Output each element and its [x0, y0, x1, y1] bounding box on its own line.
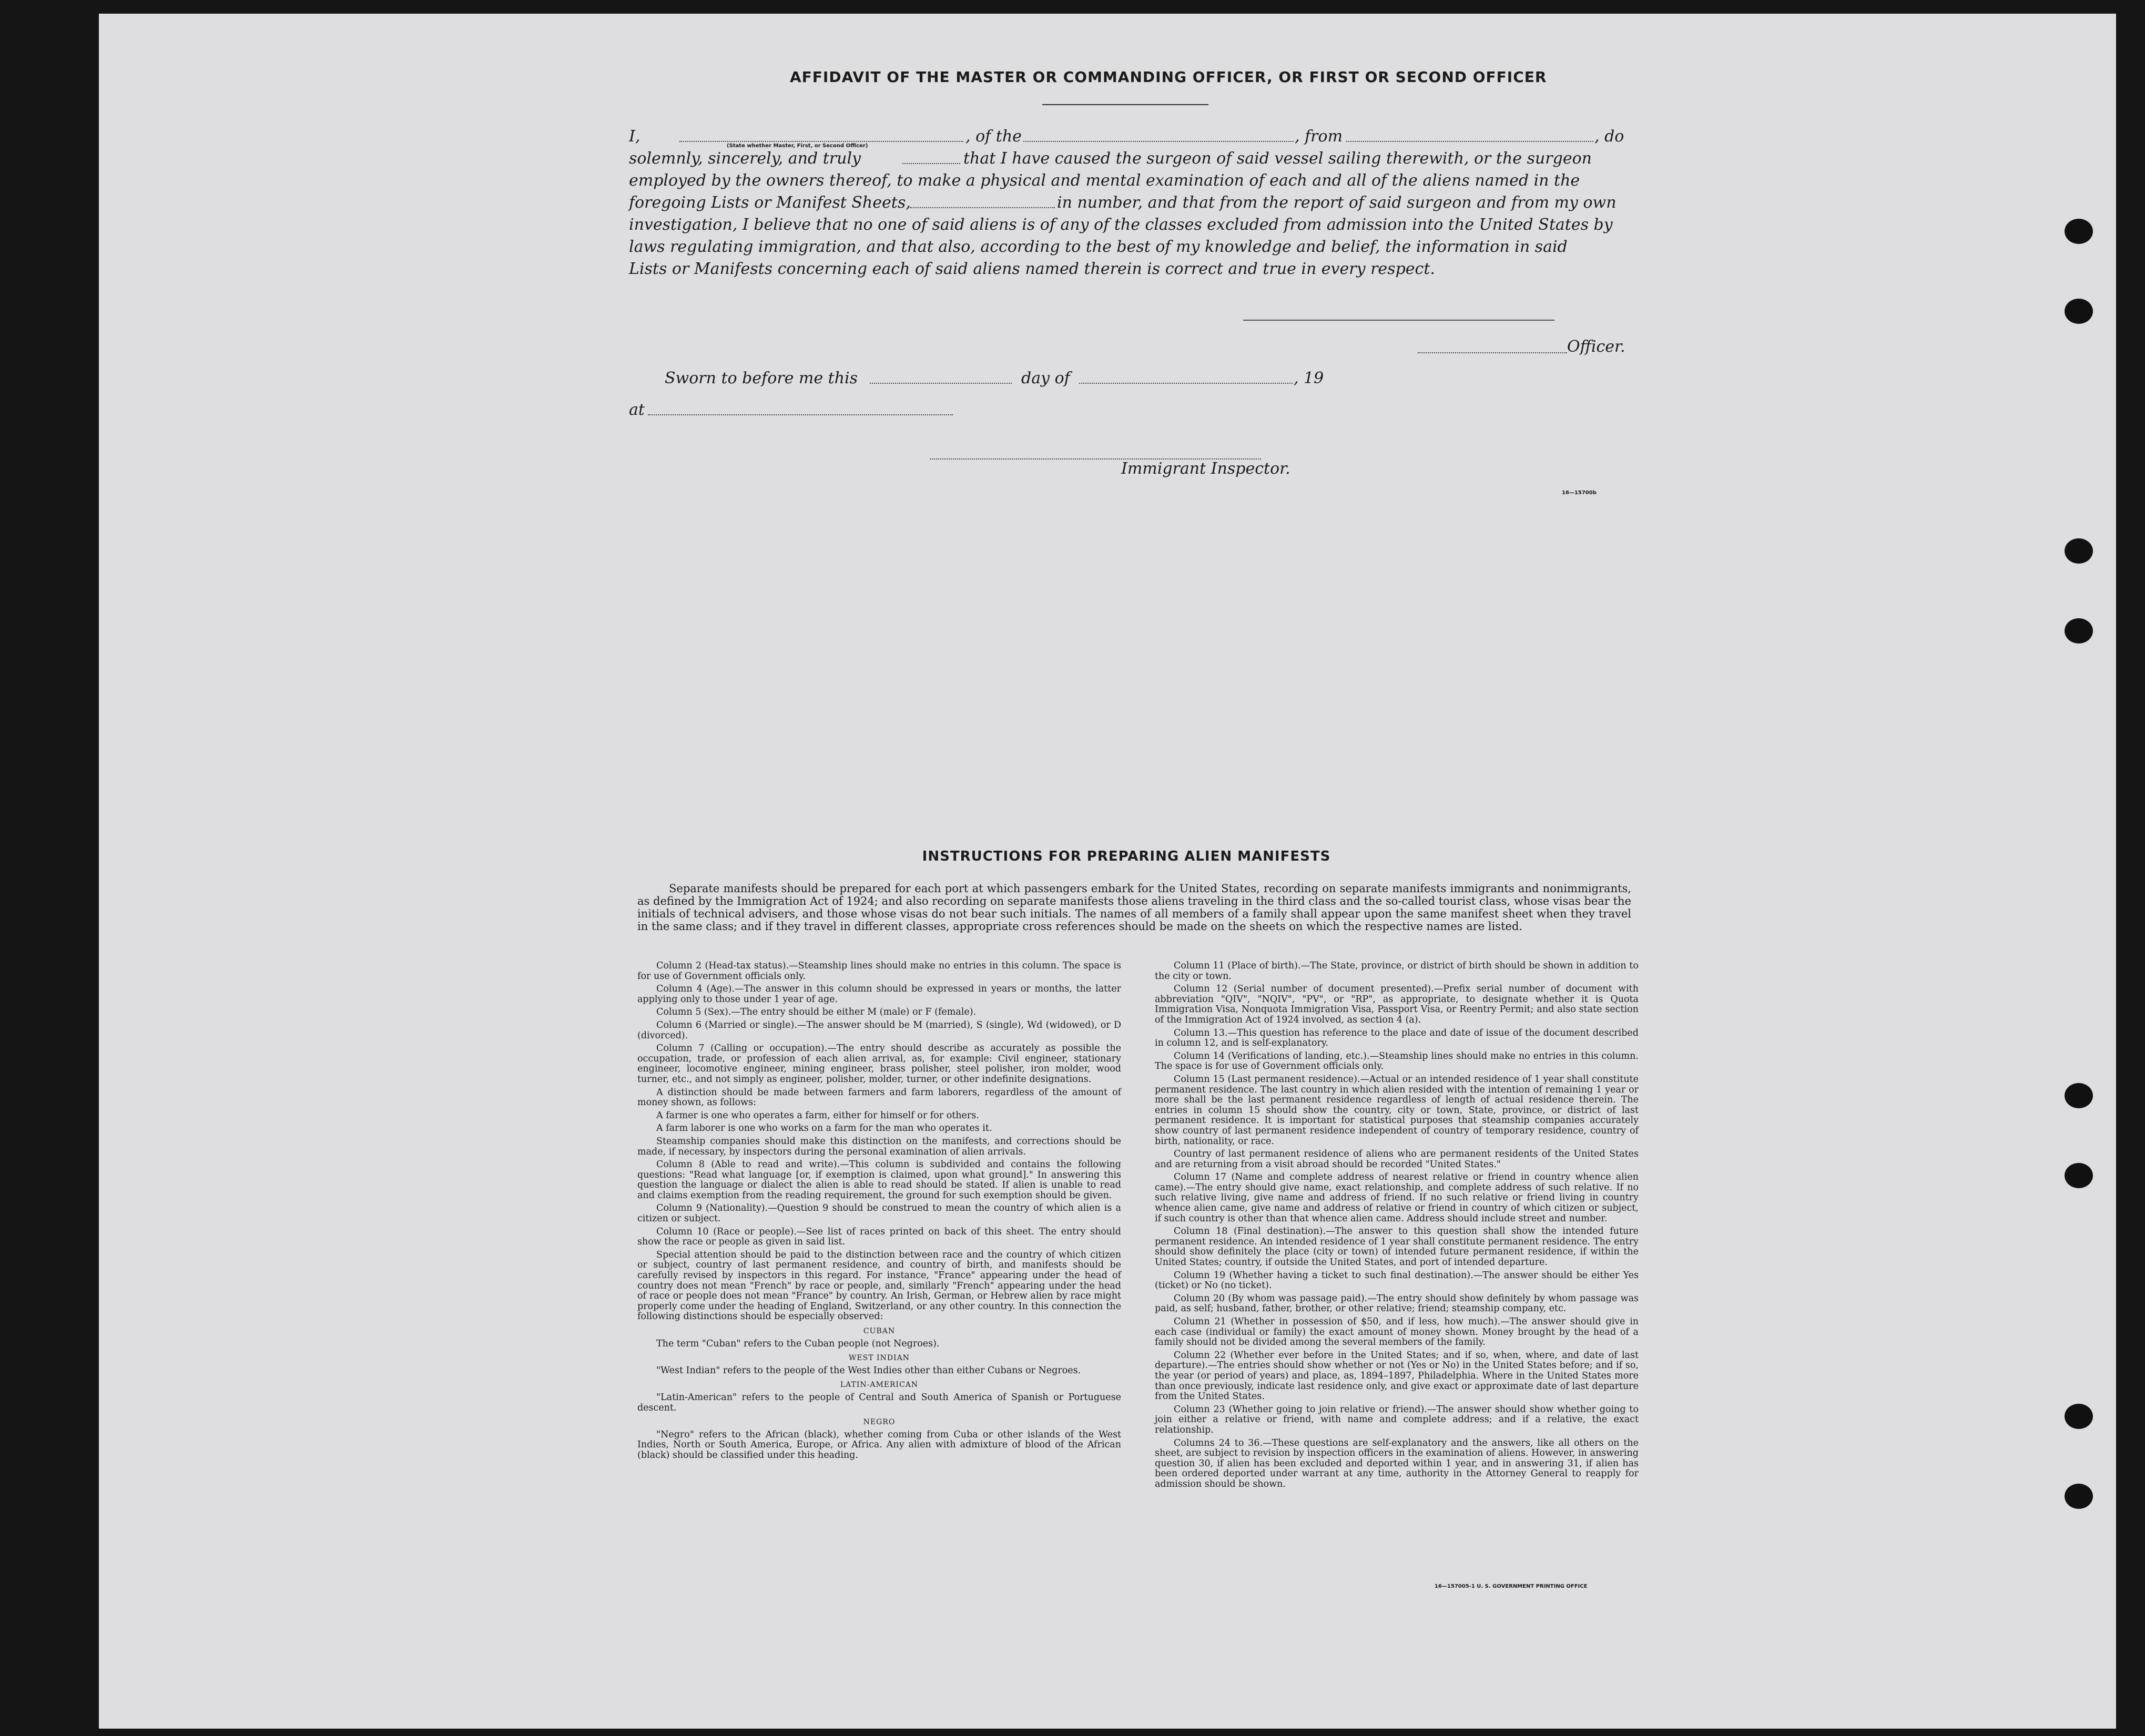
punch-hole [2065, 219, 2093, 244]
affidavit-line4-a: foregoing Lists or Manifest Sheets, [629, 193, 911, 212]
affidavit-of-the: , of the [965, 127, 1022, 146]
paragraph: Country of last permanent residence of aliens who are permanent residents of the United States and are returning from a visit abroad should be recorded "United States." [1155, 1149, 1639, 1170]
day-of-label: day of [1021, 369, 1070, 387]
title-rule [1042, 104, 1208, 105]
vessel-field[interactable] [1023, 141, 1294, 142]
affidavit-line2-b: that I have caused the surgeon of said vessel sailing therewith, or the surgeon [963, 149, 1592, 168]
affidavit-line4-b: in number, and that from the report of said surgeon and from my own [1057, 193, 1617, 212]
inspector-label: Immigrant Inspector. [1121, 459, 1290, 478]
affidavit-line7: Lists or Manifests concerning each of said aliens named therein is correct and true in every respect. [629, 260, 1435, 278]
heading-negro: NEGRO [863, 1418, 896, 1427]
paragraph: Column 4 (Age).—The answer in this column should be expressed in years or months, the latter applying only to those under 1 year of age. [637, 984, 1121, 1005]
instructions-intro: Separate manifests should be prepared for each port at which passengers embark for the United States, recording on separate manifests immigrants and nonimmigrants, as defined by the Immigration Act of 1924; and also recording on separate manifests those aliens traveling in the third class and the so-called tourist class, whose visas bear the initials of technical advisers, and those whose visas do not bear such initials. The names of all members of a family shall appear upon the same manifest sheet when they travel in the same class; and if they travel in different classes, appropriate cross references should be made on the sheets on which the respective names are listed. [637, 882, 1631, 933]
punch-hole [2065, 299, 2093, 324]
affidavit-title: AFFIDAVIT OF THE MASTER OR COMMANDING OFFICER, OR FIRST OR SECOND OFFICER [790, 68, 1547, 86]
punch-hole [2065, 1083, 2093, 1108]
sworn-label: Sworn to before me this [665, 369, 858, 387]
sworn-day-field[interactable] [870, 383, 1012, 384]
paragraph: Column 6 (Married or single).—The answer should be M (married), S (single), Wd (widowed), or D (divorced). [637, 1019, 1121, 1041]
paragraph: "West Indian" refers to the people of the West Indies other than either Cubans or Negroes. [656, 1365, 1081, 1376]
punch-hole [2065, 538, 2093, 564]
paragraph: "Negro" refers to the African (black), whether coming from Cuba or other islands of the West Indies, North or South America, Europe, or Africa. Any alien with admixture of blood of the African (black) should be classified under this heading. [637, 1429, 1121, 1461]
paragraph: Column 5 (Sex).—The entry should be either M (male) or F (female). [656, 1007, 977, 1018]
paragraph: Column 18 (Final destination).—The answer to this question shall show the intended future permanent residence. An intended residence of 1 year shall constitute permanent residence. The entry should show definitely the place (city or town) of intended future permanent residence, if within the United States; country, if outside the United States, and port of intended departure. [1155, 1226, 1639, 1268]
affidavit-line2-a: solemnly, sincerely, and truly [629, 149, 861, 168]
instructions-left-column [637, 961, 1121, 1464]
officer-label: Officer. [1567, 338, 1625, 356]
paragraph: A distinction should be made between farmers and farm laborers, regardless of the amount of money shown, as follows: [637, 1087, 1121, 1108]
paragraph: "Latin-American" refers to the people of Central and South America of Spanish or Portuguese descent. [637, 1392, 1121, 1413]
officer-field[interactable] [1418, 352, 1567, 353]
heading-west-indian: WEST INDIAN [849, 1354, 910, 1363]
paragraph: Columns 24 to 36.—These questions are self-explanatory and the answers, like all others on the sheet, are subject to revision by inspection officers in the examination of aliens. However, in answering question 30, if alien has been excluded and deported within 1 year, and in answering 31, if alien has been ordered deported under warrant at any time, authority in the Attorney General to reapply for admission should be shown. [1155, 1437, 1639, 1489]
punch-hole [2065, 1404, 2093, 1429]
instructions-right-column [1155, 961, 1639, 1493]
year-label: , 19 [1294, 369, 1324, 387]
punch-hole [2065, 1163, 2093, 1188]
paragraph: Column 20 (By whom was passage paid).—The entry should show definitely by whom passage was paid, as self; husband, father, brother, or other relative; friend; steamship company, etc. [1155, 1293, 1639, 1314]
signature-line[interactable] [1243, 320, 1554, 321]
punch-hole [2065, 618, 2093, 644]
place-field[interactable] [648, 414, 953, 415]
paragraph: Column 19 (Whether having a ticket to such final destination).—The answer should be either Yes (ticket) or No (no ticket). [1155, 1270, 1639, 1291]
affidavit-i: I, [629, 127, 641, 146]
affidavit-line5: investigation, I believe that no one of said aliens is of any of the classes excluded from admission into the United States by [629, 216, 1613, 234]
printer-footer: 16—157005-1 U. S. GOVERNMENT PRINTING OFFICE [1435, 1584, 1588, 1589]
sworn-month-field[interactable] [1079, 383, 1293, 384]
affidavit-from: , from [1295, 127, 1343, 146]
rank-note: (State whether Master, First, or Second Officer) [727, 143, 868, 149]
paragraph: Special attention should be paid to the distinction between race and the country of which citizen or subject, country of last permanent residence, and country of birth, and manifests should be carefully revised by inspectors in this regard. For instance, "France" appearing under the head of country does not mean "French" by race or people, and, similarly "French" appearing under the head of race or people does not mean "France" by country. An Irish, German, or Hebrew alien by race might properly come under the heading of England, Switzerland, or any other country. In this connection the following distinctions should be especially observed: [637, 1249, 1121, 1322]
name-field[interactable] [679, 141, 963, 142]
affidavit-line6: laws regulating immigration, and that also, according to the best of my knowledge and belief, the information in said [629, 238, 1568, 256]
paragraph: Column 2 (Head-tax status).—Steamship lines should make no entries in this column. The space is for use of Government officials only. [637, 961, 1121, 982]
paragraph: Column 23 (Whether going to join relative or friend).—The answer should show whether going to join either a relative or friend, with name and complete address; and if a relative, the exact relationship. [1155, 1404, 1639, 1435]
paragraph: Column 21 (Whether in possession of $50, and if less, how much).—The answer should give in each case (individual or family) the exact amount of money shown. Money brought by the head of a family should not be divided among the several members of the family. [1155, 1316, 1639, 1348]
paragraph: A farm laborer is one who works on a farm for the man who operates it. [656, 1123, 992, 1134]
heading-latin-american: LATIN-AMERICAN [840, 1381, 919, 1390]
paragraph: Column 11 (Place of birth).—The State, province, or district of birth should be shown in addition to the city or town. [1155, 961, 1639, 982]
punch-hole [2065, 1484, 2093, 1509]
paragraph: Column 15 (Last permanent residence).—Actual or an intended residence of 1 year shall constitute permanent residence. The last country in which alien resided with the intention of remaining 1 year or more shall be the last permanent residence regardless of length of actual residence therein. The entries in column 15 should show the country, city or town, State, province, or district of last permanent residence. It is important for statistical purposes that steamship companies accurately show country of last permanent residence independent of country of temporary residence, country of birth, nationality, or race. [1155, 1074, 1639, 1147]
paragraph: Steamship companies should make this distinction on the manifests, and corrections should be made, if necessary, by inspectors during the personal examination of alien arrivals. [637, 1136, 1121, 1157]
from-port-field[interactable] [1346, 141, 1593, 142]
heading-cuban: CUBAN [863, 1327, 896, 1335]
paragraph: Column 17 (Name and complete address of nearest relative or friend in country whence alien came).—The entry should give name, exact relationship, and complete address of such relative. If no such relative living, give name and address of friend. If no such relative or friend living in country whence alien came, give name and address of relative or friend in country of which citizen or subject, if such country is other than that whence alien came. Address should include street and number. [1155, 1172, 1639, 1224]
paragraph: Column 14 (Verifications of landing, etc.).—Steamship lines should make no entries in this column. The space is for use of Government officials only. [1155, 1050, 1639, 1072]
paragraph: Column 12 (Serial number of document presented).—Prefix serial number of document with abbreviation "QIV", "NQIV", "PV", or "RP", as appropriate, to designate whether it is Quota Immigration Visa, Nonquota Immigration Visa, Passport Visa, or Reentry Permit; and also state section of the Immigration Act of 1924 involved, as section 4 (a). [1155, 984, 1639, 1025]
at-label: at [629, 401, 645, 419]
affidavit-line3: employed by the owners thereof, to make a physical and mental examination of each and all of the aliens named in the [629, 171, 1580, 190]
paragraph: Column 7 (Calling or occupation).—The entry should describe as accurately as possible the occupation, trade, or profession of each alien arrival, as, for example: Civil engineer, stationary engineer, locomotive engineer, mining engineer, brass polisher, steel polisher, iron molder, wood turner, etc., and not simply as engineer, polisher, molder, turner, or other indefinite designations. [637, 1043, 1121, 1085]
affidavit-do: , do [1594, 127, 1624, 146]
paragraph: A farmer is one who operates a farm, either for himself or for others. [656, 1110, 979, 1121]
paragraph: Column 10 (Race or people).—See list of races printed on back of this sheet. The entry should show the race or people as given in said list. [637, 1226, 1121, 1248]
paragraph: Column 13.—This question has reference to the place and date of issue of the document described in column 12, and is self-explanatory. [1155, 1027, 1639, 1049]
count-field[interactable] [910, 207, 1055, 208]
paragraph: Column 9 (Nationality).—Question 9 should be construed to mean the country of which alien is a citizen or subject. [637, 1203, 1121, 1224]
paragraph: Column 8 (Able to read and write).—This column is subdivided and contains the following questions: "Read what language [or, if exemption is claimed, upon what ground]." In answering this question the language or dialect the alien is able to read should be stated. If alien is unable to read and claims exemption from the reading requirement, the ground for such exemption should be given. [637, 1159, 1121, 1201]
paragraph: Column 22 (Whether ever before in the United States; and if so, when, where, and date of last departure).—The entries should show whether or not (Yes or No) in the United States before; and if so, the year (or period of years) and place, as, 1894–1897, Philadelphia. Where in the United States more than once previously, indicate last residence only, and give exact or approximate date of last departure from the United States. [1155, 1350, 1639, 1402]
instructions-title: INSTRUCTIONS FOR PREPARING ALIEN MANIFESTS [922, 849, 1331, 864]
paragraph: The term "Cuban" refers to the Cuban people (not Negroes). [656, 1338, 940, 1349]
rank-field[interactable] [902, 163, 960, 164]
form-number: 16—15700b [1562, 490, 1597, 496]
